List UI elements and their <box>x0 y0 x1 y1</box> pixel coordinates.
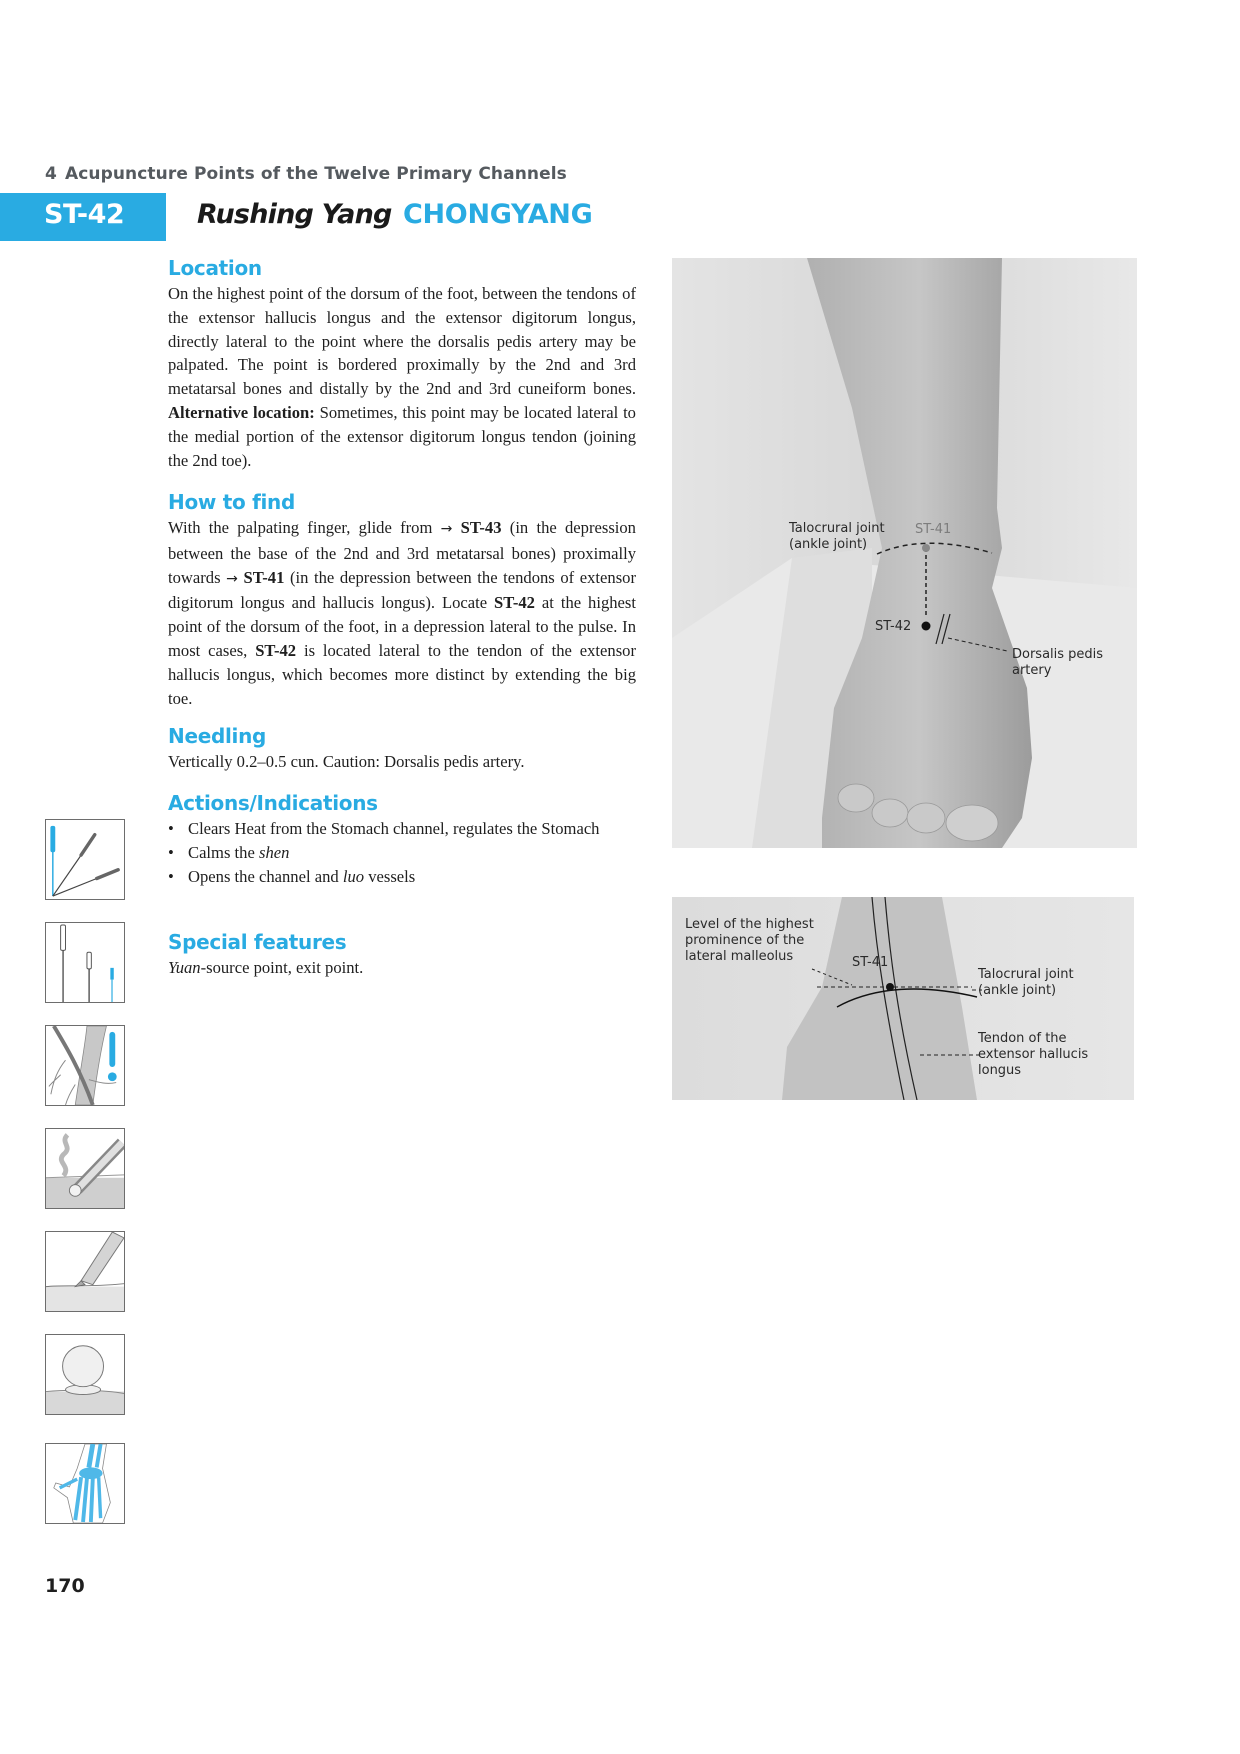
hand-skeleton-icon <box>45 1443 125 1524</box>
location-text <box>168 282 636 472</box>
point-reference-st42: ST-42 <box>494 593 535 613</box>
section-actions-indications <box>168 791 636 888</box>
alternative-location-text: Sometimes, this point may be located lateral to the medial portion of the extensor digitorum longus tendon (joining the 2nd toe). <box>168 402 636 470</box>
label-dorsalis-pedis-artery: Dorsalis pedis artery <box>1012 647 1104 678</box>
section-location <box>168 256 636 472</box>
needle-angle-icon <box>45 819 125 900</box>
page-number: 170 <box>45 1575 85 1597</box>
ankle-photo-detail <box>672 897 1134 1100</box>
cross-reference-arrow-icon: → <box>226 570 238 587</box>
section-how-to-find <box>168 490 636 710</box>
list-item: • Opens the channel and luo vessels <box>168 865 636 889</box>
point-english-name: Rushing Yang <box>197 199 392 230</box>
moxibustion-icon <box>45 1128 125 1209</box>
label-st41: ST-41 <box>915 522 952 537</box>
actions-list <box>168 817 636 888</box>
label-talocrural-joint: Talocrural joint (ankle joint) <box>978 967 1074 998</box>
cupping-icon <box>45 1334 125 1415</box>
section-special-features <box>168 930 636 980</box>
point-code: ST-42 <box>44 199 125 230</box>
how-to-find-heading: How to find <box>168 490 295 514</box>
location-heading: Location <box>168 256 262 280</box>
foot-photo-dorsum <box>672 258 1137 848</box>
point-reference-st41[interactable]: ST-41 <box>243 567 285 587</box>
label-talocrural-joint: Talocrural joint (ankle joint) <box>789 521 885 552</box>
how-to-find-text: With the palpating finger, glide from → ST-43 (in the depression between the base of the 2nd and 3rd metatarsal bones) proximally towards → ST-41 (in the depression between the tendons of extensor digitorum longus and hallucis longus). Locate ST-42 at the highest point of the dorsum of the foot, in a depression lateral to the pulse. In most cases, ST-42 is located lateral to the tendon of the extensor hallucis longus, which becomes more distinct by extending the big toe. <box>168 518 636 708</box>
special-features-text: Yuan-source point, exit point. <box>168 958 364 977</box>
point-reference-st43[interactable]: ST-43 <box>460 518 502 537</box>
needling-heading: Needling <box>168 724 267 748</box>
vessel-caution-icon <box>45 1025 125 1106</box>
bloodletting-lancet-icon <box>45 1231 125 1312</box>
section-needling <box>168 724 636 774</box>
label-st42: ST-42 <box>875 619 912 634</box>
list-item: • Clears Heat from the Stomach channel, regulates the Stomach <box>168 817 636 841</box>
cross-reference-arrow-icon: → <box>440 521 453 537</box>
label-st41: ST-41 <box>852 955 889 970</box>
needling-text: Vertically 0.2–0.5 cun. Caution: Dorsalis pedis artery. <box>168 752 525 771</box>
needle-depth-icon <box>45 922 125 1003</box>
chapter-number: 4 <box>45 164 57 184</box>
actions-heading: Actions/Indications <box>168 791 378 815</box>
point-reference-st42: ST-42 <box>255 640 297 660</box>
location-text-main: On the highest point of the dorsum of the foot, between the tendons of the extensor hallucis longus and the extensor digitorum longus, directly lateral to the point where the dorsalis pedis artery may be palpated. The point is bordered proximally by the 2nd and 3rd metatarsal bones and distally by the 2nd and 3rd cuneiform bones. <box>168 284 636 399</box>
chapter-header <box>45 164 567 184</box>
point-pinyin-name: CHONGYANG <box>403 199 593 230</box>
list-item: • Calms the shen <box>168 841 636 865</box>
special-features-heading: Special features <box>168 930 347 954</box>
chapter-title: Acupuncture Points of the Twelve Primary Channels <box>64 164 567 184</box>
alternative-location-label: Alternative location: <box>168 402 315 422</box>
label-lateral-malleolus-level: Level of the highest prominence of the lateral malleolus <box>685 917 814 964</box>
label-extensor-hallucis-tendon: Tendon of the extensor hallucis longus <box>978 1031 1089 1078</box>
